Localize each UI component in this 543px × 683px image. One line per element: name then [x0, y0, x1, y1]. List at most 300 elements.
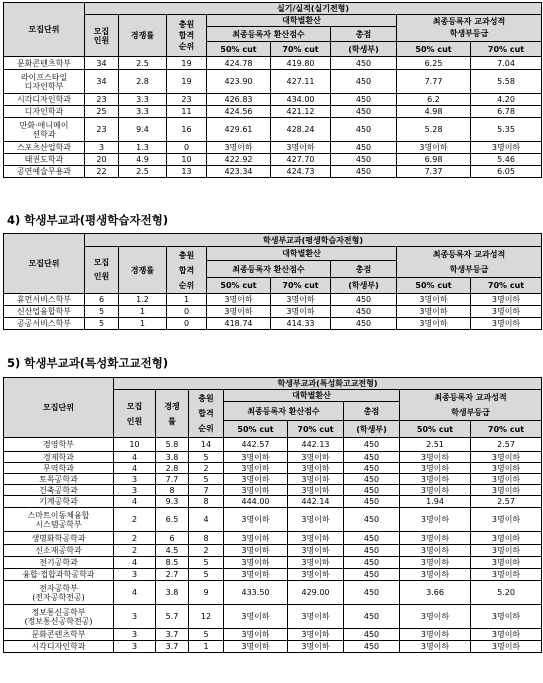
table-cell: 3명이하	[224, 452, 288, 463]
table-cell: 3명이하	[288, 485, 344, 496]
table-cell: 20	[85, 154, 119, 166]
table-cell: 3명이하	[400, 532, 471, 545]
table-cell: 23	[85, 118, 119, 142]
header-total-unit: (학생부)	[331, 278, 397, 294]
table-cell: 450	[344, 496, 400, 508]
admission-table-lifelong	[3, 233, 542, 330]
table-cell: 5	[189, 452, 224, 463]
cell-unit: 생명화학공학과	[4, 532, 114, 545]
header-total: 총점	[331, 27, 397, 42]
table-row	[4, 474, 542, 485]
cell-unit: 무역학과	[4, 463, 114, 474]
table-cell: 16	[167, 118, 207, 142]
table-cell: 3명이하	[224, 605, 288, 629]
table-cell: 3명이하	[288, 474, 344, 485]
table-row	[4, 142, 542, 154]
table-cell: 3명이하	[271, 142, 331, 154]
table-cell: 14	[189, 438, 224, 452]
table-cell: 3	[114, 641, 156, 653]
table-cell: 3명이하	[224, 485, 288, 496]
section-title-vocational: 5) 학생부교과(특성화고교전형)	[7, 356, 169, 370]
table-cell: 2	[114, 532, 156, 545]
cell-unit: 신산업융합학부	[4, 306, 85, 318]
table-cell: 3	[114, 569, 156, 581]
table-cell: 3명이하	[471, 532, 542, 545]
table-cell: 1.2	[119, 294, 167, 306]
table-cell: 3명이하	[400, 463, 471, 474]
table-cell: 6	[85, 294, 119, 306]
header-recruit: 모집 인원	[85, 247, 119, 294]
table-cell: 1	[167, 294, 207, 306]
table-cell: 450	[344, 438, 400, 452]
table-cell: 450	[344, 569, 400, 581]
table-cell: 421.12	[271, 106, 331, 118]
table-cell: 450	[344, 629, 400, 641]
table-cell: 3명이하	[288, 629, 344, 641]
table-cell: 450	[331, 57, 397, 70]
table-cell: 450	[331, 154, 397, 166]
cell-unit: 스마트이동체융합 시스템공학부	[4, 508, 114, 532]
table-cell: 3명이하	[224, 629, 288, 641]
cell-unit: 융합·접합과학공학과	[4, 569, 114, 581]
table-cell: 2	[189, 463, 224, 474]
table-cell: 6.25	[397, 57, 471, 70]
table-cell: 3명이하	[224, 508, 288, 532]
cell-unit: 디자인학과	[4, 106, 85, 118]
table-cell: 25	[85, 106, 119, 118]
table-cell: 3명이하	[397, 306, 471, 318]
table-cell: 3명이하	[471, 557, 542, 569]
table-cell: 2	[114, 545, 156, 557]
header-total-unit: (학생부)	[331, 42, 397, 57]
table-cell: 34	[85, 70, 119, 94]
table-cell: 5	[189, 474, 224, 485]
table-cell: 4	[114, 557, 156, 569]
table-cell: 450	[331, 294, 397, 306]
table-cell: 424.56	[207, 106, 271, 118]
admission-table-practical	[3, 2, 542, 178]
table-cell: 8	[189, 496, 224, 508]
header-cut70: 70% cut	[288, 421, 344, 438]
cell-unit: 시각디자인학과	[4, 94, 85, 106]
table-cell: 424.73	[271, 166, 331, 178]
header-grade-cut50: 50% cut	[400, 421, 471, 438]
header-univ-score: 대학별환산	[207, 15, 397, 27]
table-cell: 3명이하	[400, 452, 471, 463]
table-cell: 423.34	[207, 166, 271, 178]
table-cell: 2.51	[400, 438, 471, 452]
table-cell: 2.5	[119, 57, 167, 70]
table-cell: 3명이하	[400, 485, 471, 496]
table-cell: 5.35	[471, 118, 542, 142]
table-cell: 3명이하	[224, 557, 288, 569]
table-cell: 450	[344, 545, 400, 557]
table-cell: 4.9	[119, 154, 167, 166]
table-cell: 450	[344, 605, 400, 629]
table-cell: 1	[119, 306, 167, 318]
table-cell: 3명이하	[471, 474, 542, 485]
header-unit: 모집단위	[4, 3, 85, 57]
table-cell: 3명이하	[400, 474, 471, 485]
table-cell: 450	[344, 485, 400, 496]
table-cell: 3명이하	[471, 306, 542, 318]
table-cell: 19	[167, 57, 207, 70]
table-cell: 23	[85, 94, 119, 106]
table-cell: 5	[189, 629, 224, 641]
table-body	[4, 57, 542, 178]
table-cell: 3명이하	[288, 557, 344, 569]
table-row	[4, 629, 542, 641]
header-recruit: 모집 인원	[85, 15, 119, 57]
table-row	[4, 641, 542, 653]
cell-unit: 태권도학과	[4, 154, 85, 166]
table-row	[4, 154, 542, 166]
table-cell: 3명이하	[471, 318, 542, 330]
header-final-score: 최종등록자 환산점수	[207, 261, 331, 278]
table-cell: 10	[114, 438, 156, 452]
table-cell: 450	[331, 306, 397, 318]
table-cell: 450	[331, 318, 397, 330]
table-cell: 450	[331, 94, 397, 106]
table-cell: 433.50	[224, 581, 288, 605]
table-cell: 442.14	[288, 496, 344, 508]
cell-unit: 전기공학과	[4, 557, 114, 569]
table-cell: 450	[344, 508, 400, 532]
table-cell: 3명이하	[471, 452, 542, 463]
header-total: 총점	[344, 402, 400, 421]
table-cell: 34	[85, 57, 119, 70]
cell-unit: 정보통신공학부 (정보통신공학전공)	[4, 605, 114, 629]
table-cell: 450	[344, 557, 400, 569]
table-cell: 6.98	[397, 154, 471, 166]
table-cell: 3명이하	[288, 641, 344, 653]
table-cell: 3명이하	[288, 532, 344, 545]
header-extra: 충원 합격 순위	[167, 247, 207, 294]
table-cell: 2.8	[156, 463, 189, 474]
header-final-score: 최종등록자 환산점수	[207, 27, 331, 42]
table-title: 학생부교과(평생학습자전형)	[85, 234, 542, 247]
table-cell: 6.2	[397, 94, 471, 106]
table-cell: 3명이하	[224, 463, 288, 474]
table-cell: 3명이하	[471, 641, 542, 653]
table-cell: 0	[167, 306, 207, 318]
table-cell: 5.8	[156, 438, 189, 452]
table-cell: 7.37	[397, 166, 471, 178]
table-row	[4, 581, 542, 605]
table-cell: 3명이하	[471, 463, 542, 474]
table-cell: 423.90	[207, 70, 271, 94]
table-cell: 11	[167, 106, 207, 118]
cell-unit: 라이프스타일 디자인학부	[4, 70, 85, 94]
table-cell: 9.3	[156, 496, 189, 508]
table-cell: 3명이하	[400, 641, 471, 653]
table-cell: 6.78	[471, 106, 542, 118]
table-row	[4, 294, 542, 306]
header-grade-cut50: 50% cut	[397, 278, 471, 294]
table-row	[4, 557, 542, 569]
header-grade-cut70: 70% cut	[471, 278, 542, 294]
table-cell: 3.66	[400, 581, 471, 605]
header-unit: 모집단위	[4, 234, 85, 294]
table-cell: 3명이하	[471, 485, 542, 496]
table-cell: 2	[114, 508, 156, 532]
table-row	[4, 569, 542, 581]
table-cell: 8	[189, 532, 224, 545]
table-cell: 3명이하	[207, 294, 271, 306]
table-cell: 450	[331, 142, 397, 154]
table-cell: 4.20	[471, 94, 542, 106]
table-cell: 7.77	[397, 70, 471, 94]
table-cell: 3명이하	[400, 629, 471, 641]
header-extra: 충원 합격 순위	[189, 390, 224, 438]
table-row	[4, 496, 542, 508]
table-cell: 10	[167, 154, 207, 166]
table-cell: 3명이하	[224, 474, 288, 485]
header-univ-score: 대학별환산	[207, 247, 397, 261]
table-cell: 3	[114, 485, 156, 496]
table-cell: 3.3	[119, 94, 167, 106]
table-row	[4, 452, 542, 463]
table-cell: 3명이하	[471, 142, 542, 154]
table-cell: 450	[344, 452, 400, 463]
table-cell: 6.5	[156, 508, 189, 532]
table-cell: 0	[167, 142, 207, 154]
table-row	[4, 106, 542, 118]
table-row	[4, 545, 542, 557]
header-cut50: 50% cut	[207, 278, 271, 294]
table-cell: 3명이하	[288, 463, 344, 474]
header-grade-cut70: 70% cut	[471, 421, 542, 438]
table-cell: 5.46	[471, 154, 542, 166]
cell-unit: 토목공학과	[4, 474, 114, 485]
table-cell: 3명이하	[397, 294, 471, 306]
table-cell: 3명이하	[400, 508, 471, 532]
cell-unit: 경제학과	[4, 452, 114, 463]
table-cell: 7.7	[156, 474, 189, 485]
table-cell: 5.28	[397, 118, 471, 142]
table-cell: 3명이하	[471, 294, 542, 306]
table-cell: 450	[344, 532, 400, 545]
table-cell: 450	[344, 474, 400, 485]
table-cell: 3명이하	[471, 545, 542, 557]
table-cell: 450	[344, 463, 400, 474]
table-cell: 2.5	[119, 166, 167, 178]
header-total: 총점	[331, 261, 397, 278]
table-cell: 3명이하	[288, 605, 344, 629]
table-row	[4, 70, 542, 94]
table-cell: 4	[114, 452, 156, 463]
table-cell: 8.5	[156, 557, 189, 569]
table-cell: 3명이하	[397, 318, 471, 330]
table-cell: 3명이하	[400, 545, 471, 557]
table-cell: 450	[344, 581, 400, 605]
table-cell: 3명이하	[471, 508, 542, 532]
header-grade-cut70: 70% cut	[471, 42, 542, 57]
table-cell: 13	[167, 166, 207, 178]
table-cell: 6	[156, 532, 189, 545]
table-row	[4, 485, 542, 496]
table-cell: 5	[85, 306, 119, 318]
cell-unit: 전자공학부 (전자공학전공)	[4, 581, 114, 605]
table-row	[4, 166, 542, 178]
table-cell: 418.74	[207, 318, 271, 330]
table-cell: 3	[85, 142, 119, 154]
table-cell: 3명이하	[400, 569, 471, 581]
table-cell: 442.13	[288, 438, 344, 452]
header-competition: 경쟁률	[119, 247, 167, 294]
table-cell: 2.8	[119, 70, 167, 94]
table-row	[4, 318, 542, 330]
table-cell: 3명이하	[224, 532, 288, 545]
table-cell: 427.70	[271, 154, 331, 166]
table-cell: 434.00	[271, 94, 331, 106]
table-row	[4, 463, 542, 474]
table-cell: 3명이하	[288, 569, 344, 581]
table-cell: 422.92	[207, 154, 271, 166]
table-cell: 450	[331, 166, 397, 178]
table-cell: 3.8	[156, 452, 189, 463]
header-final-grade: 최종등록자 교과성적 학생부등급	[397, 15, 542, 42]
cell-unit: 문화콘텐츠학부	[4, 57, 85, 70]
table-cell: 0	[167, 318, 207, 330]
table-cell: 426.83	[207, 94, 271, 106]
table-cell: 424.78	[207, 57, 271, 70]
table-cell: 5	[189, 557, 224, 569]
header-cut50: 50% cut	[224, 421, 288, 438]
table-row	[4, 118, 542, 142]
cell-unit: 만화·애니메이 션학과	[4, 118, 85, 142]
table-cell: 7.04	[471, 57, 542, 70]
table-cell: 3명이하	[224, 641, 288, 653]
table-cell: 429.61	[207, 118, 271, 142]
cell-unit: 신소재공학과	[4, 545, 114, 557]
table-cell: 5	[189, 569, 224, 581]
table-cell: 427.11	[271, 70, 331, 94]
table-cell: 1.94	[400, 496, 471, 508]
table-cell: 5.20	[471, 581, 542, 605]
table-cell: 3명이하	[400, 557, 471, 569]
table-cell: 12	[189, 605, 224, 629]
table-row	[4, 306, 542, 318]
table-cell: 22	[85, 166, 119, 178]
table-cell: 3명이하	[207, 306, 271, 318]
table-cell: 4.98	[397, 106, 471, 118]
table-cell: 428.24	[271, 118, 331, 142]
table-cell: 3명이하	[224, 545, 288, 557]
header-final-grade: 최종등록자 교과성적 학생부등급	[397, 247, 542, 278]
table-cell: 4	[114, 581, 156, 605]
table-cell: 4	[114, 463, 156, 474]
header-final-grade: 최종등록자 교과성적 학생부등급	[400, 390, 542, 421]
table-cell: 3	[114, 605, 156, 629]
table-cell: 6.05	[471, 166, 542, 178]
table-cell: 2	[189, 545, 224, 557]
cell-unit: 스포츠산업학과	[4, 142, 85, 154]
table-cell: 450	[331, 70, 397, 94]
table-cell: 3명이하	[397, 142, 471, 154]
table-cell: 5	[85, 318, 119, 330]
header-competition: 경쟁 률	[156, 390, 189, 438]
cell-unit: 문화콘텐츠학부	[4, 629, 114, 641]
table-cell: 450	[331, 106, 397, 118]
cell-unit: 휴먼서비스학부	[4, 294, 85, 306]
header-cut70: 70% cut	[271, 42, 331, 57]
table-cell: 8	[156, 485, 189, 496]
table-cell: 3.7	[156, 629, 189, 641]
table-cell: 4	[114, 496, 156, 508]
table-cell: 444.00	[224, 496, 288, 508]
table-cell: 3	[114, 629, 156, 641]
table-cell: 3	[114, 474, 156, 485]
header-final-score: 최종등록자 환산점수	[224, 402, 344, 421]
table-cell: 7	[189, 485, 224, 496]
table-cell: 3명이하	[471, 605, 542, 629]
header-cut50: 50% cut	[207, 42, 271, 57]
table-title: 학생부교과(특성화고교전형)	[114, 378, 542, 390]
header-univ-score: 대학별환산	[224, 390, 400, 402]
header-recruit: 모집 인원	[114, 390, 156, 438]
table-cell: 3명이하	[207, 142, 271, 154]
table-cell: 4	[189, 508, 224, 532]
table-cell: 23	[167, 94, 207, 106]
cell-unit: 시각디자인학과	[4, 641, 114, 653]
header-cut70: 70% cut	[271, 278, 331, 294]
table-row	[4, 508, 542, 532]
header-competition: 경쟁률	[119, 15, 167, 57]
cell-unit: 공연예술무용과	[4, 166, 85, 178]
table-cell: 3명이하	[471, 569, 542, 581]
table-cell: 414.33	[271, 318, 331, 330]
table-cell: 19	[167, 70, 207, 94]
table-cell: 3명이하	[271, 306, 331, 318]
cell-unit: 건축공학과	[4, 485, 114, 496]
table-cell: 442.57	[224, 438, 288, 452]
table-row	[4, 438, 542, 452]
table-cell: 419.80	[271, 57, 331, 70]
header-grade-cut50: 50% cut	[397, 42, 471, 57]
table-cell: 1	[119, 318, 167, 330]
table-cell: 3.8	[156, 581, 189, 605]
table-cell: 3명이하	[288, 545, 344, 557]
table-cell: 5.7	[156, 605, 189, 629]
table-cell: 450	[331, 118, 397, 142]
table-row	[4, 57, 542, 70]
table-cell: 2.57	[471, 438, 542, 452]
table-cell: 3명이하	[288, 452, 344, 463]
cell-unit: 경영학부	[4, 438, 114, 452]
table-cell: 429.00	[288, 581, 344, 605]
header-unit: 모집단위	[4, 378, 114, 438]
table-cell: 2.7	[156, 569, 189, 581]
table-cell: 3명이하	[271, 294, 331, 306]
table-cell: 3명이하	[288, 508, 344, 532]
table-cell: 3명이하	[471, 629, 542, 641]
table-cell: 4.5	[156, 545, 189, 557]
cell-unit: 공공서비스학부	[4, 318, 85, 330]
table-cell: 2.57	[471, 496, 542, 508]
header-extra: 충원 합격 순위	[167, 15, 207, 57]
table-cell: 5.58	[471, 70, 542, 94]
table-cell: 9	[189, 581, 224, 605]
table-cell: 3명이하	[400, 605, 471, 629]
header-total-unit: (학생부)	[344, 421, 400, 438]
table-cell: 3.3	[119, 106, 167, 118]
table-title: 실기/실적(실기전형)	[85, 3, 542, 15]
table-row	[4, 605, 542, 629]
table-cell: 1	[189, 641, 224, 653]
table-cell: 3.7	[156, 641, 189, 653]
table-body	[4, 294, 542, 330]
